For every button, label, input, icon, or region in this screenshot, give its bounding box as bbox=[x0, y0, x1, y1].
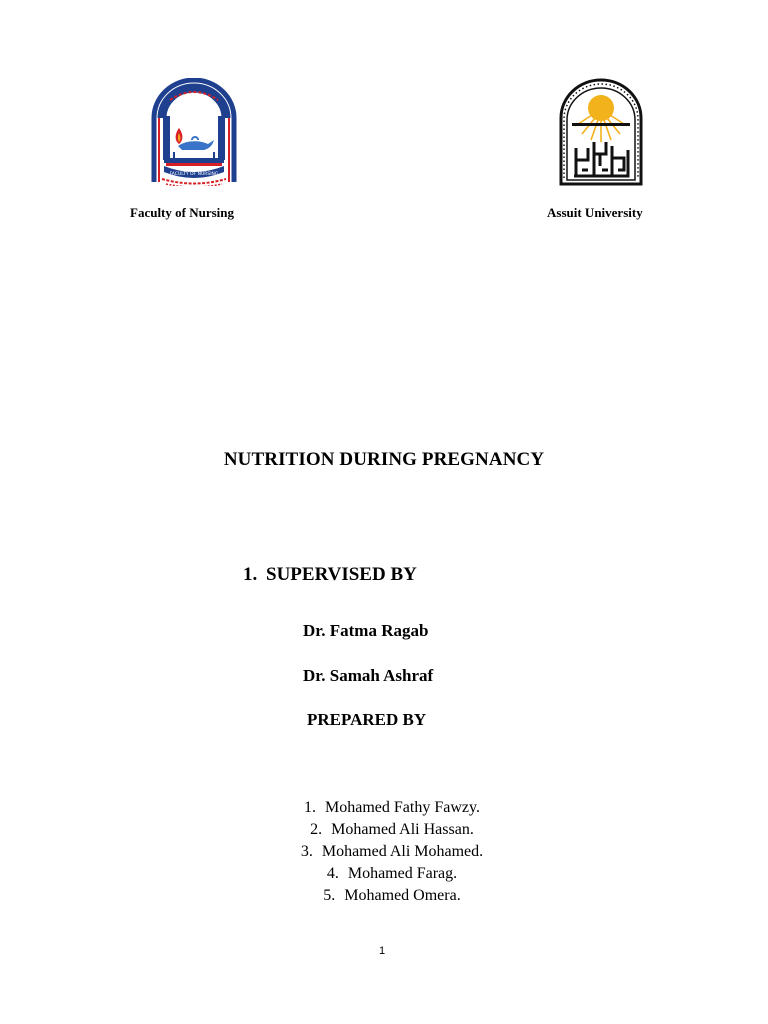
preparer-name: Mohamed Omera. bbox=[344, 887, 461, 904]
page-number: 1 bbox=[378, 945, 386, 957]
supervisor-name: Dr. Fatma Ragab bbox=[303, 621, 429, 640]
list-item bbox=[0, 841, 768, 863]
preparers-list bbox=[0, 797, 768, 907]
faculty-caption: Faculty of Nursing bbox=[130, 205, 234, 220]
faculty-of-nursing-seal-icon bbox=[148, 78, 240, 186]
list-number: 5. bbox=[323, 887, 336, 904]
list-number: 1. bbox=[304, 799, 317, 816]
preparer-name: Mohamed Ali Hassan. bbox=[331, 821, 474, 838]
list-number: 3. bbox=[300, 843, 313, 860]
supervised-by-label: SUPERVISED BY bbox=[266, 564, 417, 585]
seal-ring-text: FACULTY OF NURSING bbox=[169, 172, 219, 177]
supervised-by-number: 1. bbox=[243, 564, 258, 585]
supervised-by-heading bbox=[243, 564, 417, 586]
preparer-name: Mohamed Farag. bbox=[347, 865, 458, 882]
list-item bbox=[0, 885, 768, 907]
preparer-name: Mohamed Fathy Fawzy. bbox=[325, 799, 480, 816]
list-number: 4. bbox=[326, 865, 339, 882]
preparer-name: Mohamed Ali Mohamed. bbox=[321, 843, 484, 860]
list-item bbox=[0, 797, 768, 819]
assiut-university-emblem-icon bbox=[558, 78, 644, 186]
list-item bbox=[0, 863, 768, 885]
list-number: 2. bbox=[310, 821, 323, 838]
document-title: NUTRITION DURING PREGNANCY bbox=[223, 449, 545, 470]
university-caption: Assuit University bbox=[547, 205, 643, 220]
list-item bbox=[0, 819, 768, 841]
supervisor-name: Dr. Samah Ashraf bbox=[303, 666, 434, 685]
prepared-by-heading: PREPARED BY bbox=[307, 710, 427, 729]
